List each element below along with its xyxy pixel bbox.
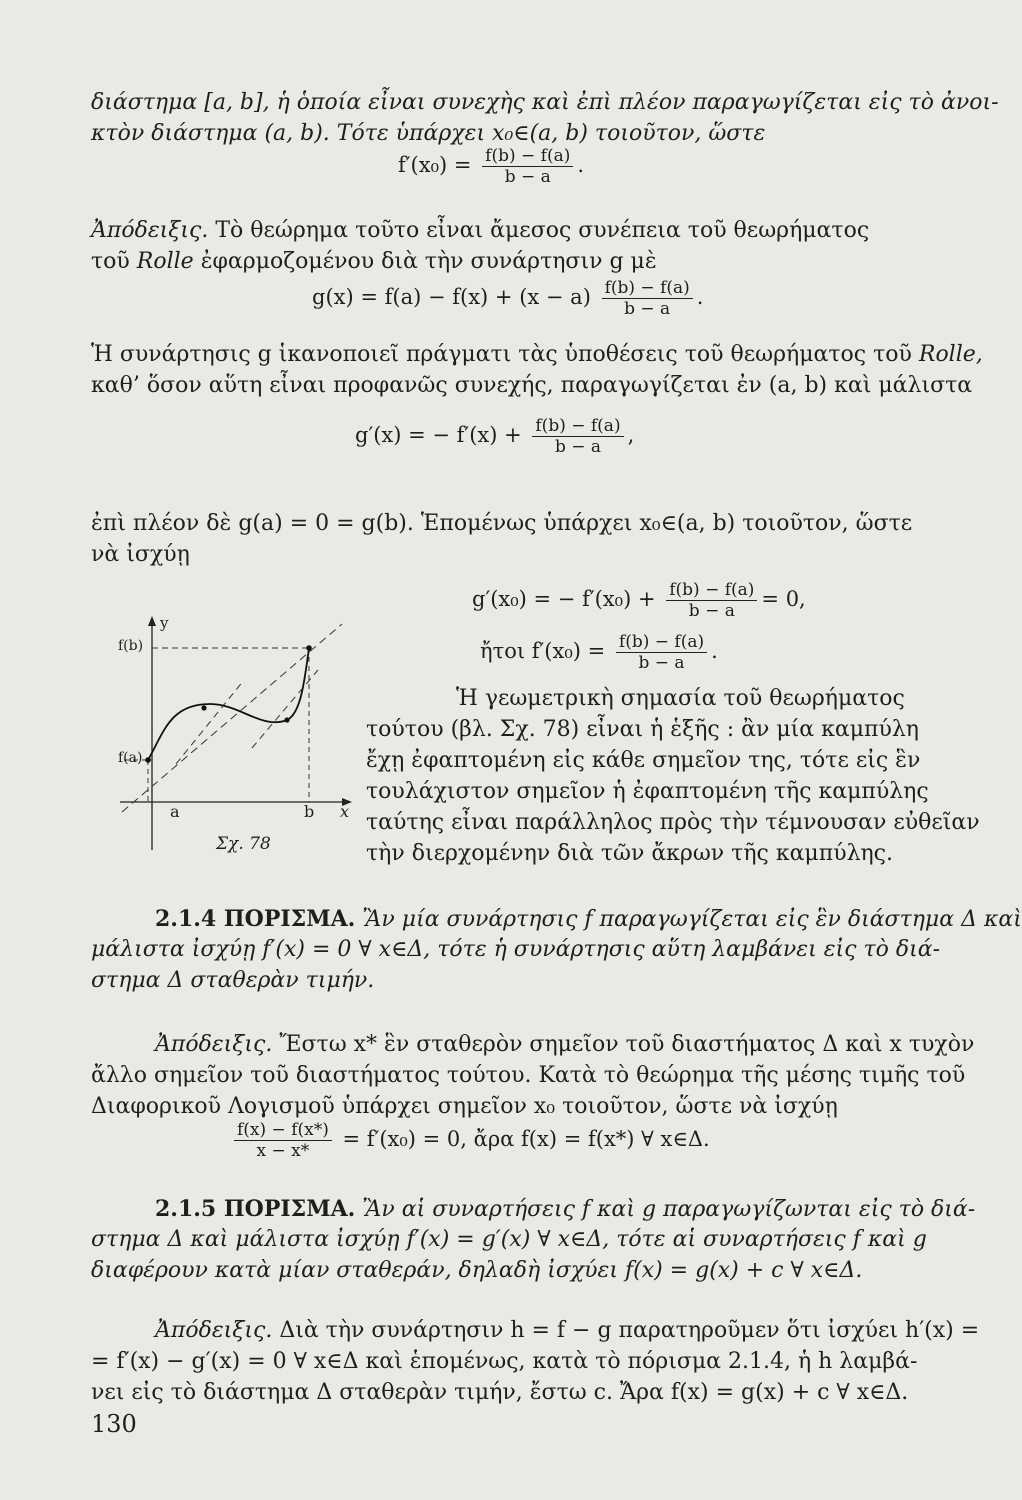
text-line: τὴν διερχομένην διὰ τῶν ἄκρων τῆς καμπύλης. [366,841,894,866]
equation-5: ἤτοι f′(x₀) = $\frac{f(b) - f(a)}{b - a}$ . [480,632,718,673]
text-line: ἔχῃ ἐφαπτομένη εἰς κάθε σημεῖον της, τότε εἰς ἓν [366,748,921,773]
text-line: = f′(x) − g′(x) = 0 ∀ x∈Δ καὶ ἑπομένως, κατὰ τὸ πόρισμα 2.1.4, ἡ h λαμβά- [91,1349,918,1374]
y-axis-label: y [160,614,169,632]
corollary-2-1-4: 2.1.4 ΠΟΡΙΣΜΑ. Ἂν μία συνάρτησις f παραγωγίζεται εἰς ἓν διάστημα Δ καὶ [155,906,1022,932]
point-b [306,645,312,651]
equation-1: f′(x₀) = $\frac{f(b) - f(a)}{b - a}$ . [398,146,585,187]
text-line: Ἡ συνάρτησις g ἱκανοποιεῖ πράγματι τὰς ὑποθέσεις τοῦ θεωρήματος τοῦ Rolle, [91,342,983,367]
tangent-line-2 [252,670,318,748]
text-line: ταύτης εἶναι παράλληλος πρὸς τὴν τέμνουσαν εὐθεῖαν [366,810,980,835]
figure-78 [112,612,362,862]
text-line: νει εἰς τὸ διάστημα Δ σταθερὰν τιμήν, ἔστω c. Ἄρα f(x) = g(x) + c ∀ x∈Δ. [91,1380,909,1405]
tangent-point-1 [201,705,206,710]
x-axis-label: x [340,802,350,821]
point-a [145,757,151,763]
text-line: τουλάχιστον σημεῖον ἡ ἐφαπτομένη τῆς καμπύλης [366,779,929,804]
b-tick-label: b [304,802,315,821]
text-line: τούτου (βλ. Σχ. 78) εἶναι ἡ ἑξῆς : ἂν μία καμπύλη [366,717,919,742]
figure-caption: Σχ. 78 [216,834,271,854]
text-line: νὰ ἰσχύῃ [91,542,190,567]
equation-3: g′(x) = − f′(x) + $\frac{f(b) - f(a)}{b - a}$ , [355,416,635,457]
text-line: ἄλλο σημεῖον τοῦ διαστήματος τούτου. Κατὰ τὸ θεώρημα τῆς μέσης τιμῆς τοῦ [91,1063,966,1088]
corollary-2-1-5: 2.1.5 ΠΟΡΙΣΜΑ. Ἂν αἱ συναρτήσεις f καὶ g παραγωγίζωνται εἰς τὸ διά- [155,1196,976,1222]
a-tick-label: a [170,802,180,821]
text-line: τοῦ Rolle ἐφαρμοζομένου διὰ τὴν συνάρτησιν g μὲ [91,249,657,274]
equation-6: $\frac{f(x) - f(x*)}{x - x*}$ = f′(x₀) = 0, ἄρα f(x) = f(x*) ∀ x∈Δ. [230,1120,710,1161]
text-line: κτὸν διάστημα (a, b). Τότε ὑπάρχει x₀∈(a, b) τοιοῦτον, ὥστε [91,121,766,146]
text-line: διαφέρουν κατὰ μίαν σταθεράν, δηλαδὴ ἰσχύει f(x) = g(x) + c ∀ x∈Δ. [91,1258,863,1283]
tangent-line-1 [176,680,244,764]
text-line: Διαφορικοῦ Λογισμοῦ ὑπάρχει σημεῖον x₀ τοιοῦτον, ὥστε νὰ ἰσχύῃ [91,1094,838,1119]
text-line: Ἀπόδειξις. Ἔστω x* ἓν σταθερὸν σημεῖον τοῦ διαστήματος Δ καὶ x τυχὸν [155,1032,975,1057]
mean-value-diagram [112,612,362,862]
text-line: καθ’ ὅσον αὕτη εἶναι προφανῶς συνεχής, παραγωγίζεται ἐν (a, b) καὶ μάλιστα [91,373,973,398]
curve-f [148,648,309,760]
equation-4: g′(x₀) = − f′(x₀) + $\frac{f(b) - f(a)}{b - a}$ = 0, [472,580,806,621]
equation-2: g(x) = f(a) − f(x) + (x − a) $\frac{f(b) - f(a)}{b - a}$ . [312,278,704,319]
text-line: μάλιστα ἰσχύῃ f′(x) = 0 ∀ x∈Δ, τότε ἡ συνάρτησις αὕτη λαμβάνει εἰς τὸ διά- [91,937,941,962]
y-axis-arrow [148,616,156,626]
text-line: Ἀπόδειξις. Τὸ θεώρημα τοῦτο εἶναι ἄμεσος συνέπεια τοῦ θεωρήματος [91,218,870,243]
text-line: στημα Δ καὶ μάλιστα ἰσχύῃ f′(x) = g′(x) ∀ x∈Δ, τότε αἱ συναρτήσεις f καὶ g [91,1227,927,1252]
text-line: ἐπὶ πλέον δὲ g(a) = 0 = g(b). Ἑπομένως ὑπάρχει x₀∈(a, b) τοιοῦτον, ὥστε [91,511,913,536]
text-line: Ἡ γεωμετρικὴ σημασία τοῦ θεωρήματος [456,686,905,711]
text-line: στημα Δ σταθερὰν τιμήν. [91,968,375,993]
page-number: 130 [91,1410,137,1438]
text-line: διάστημα [a, b], ἡ ὁποία εἶναι συνεχὴς καὶ ἐπὶ πλέον παραγωγίζεται εἰς τὸ ἀνοι- [91,90,999,115]
fa-label: f(a) [118,750,143,766]
fb-label: f(b) [118,638,144,654]
text-line: Ἀπόδειξις. Διὰ τὴν συνάρτησιν h = f − g παρατηροῦμεν ὅτι ἰσχύει h′(x) = [155,1318,980,1343]
tangent-point-2 [284,717,289,722]
